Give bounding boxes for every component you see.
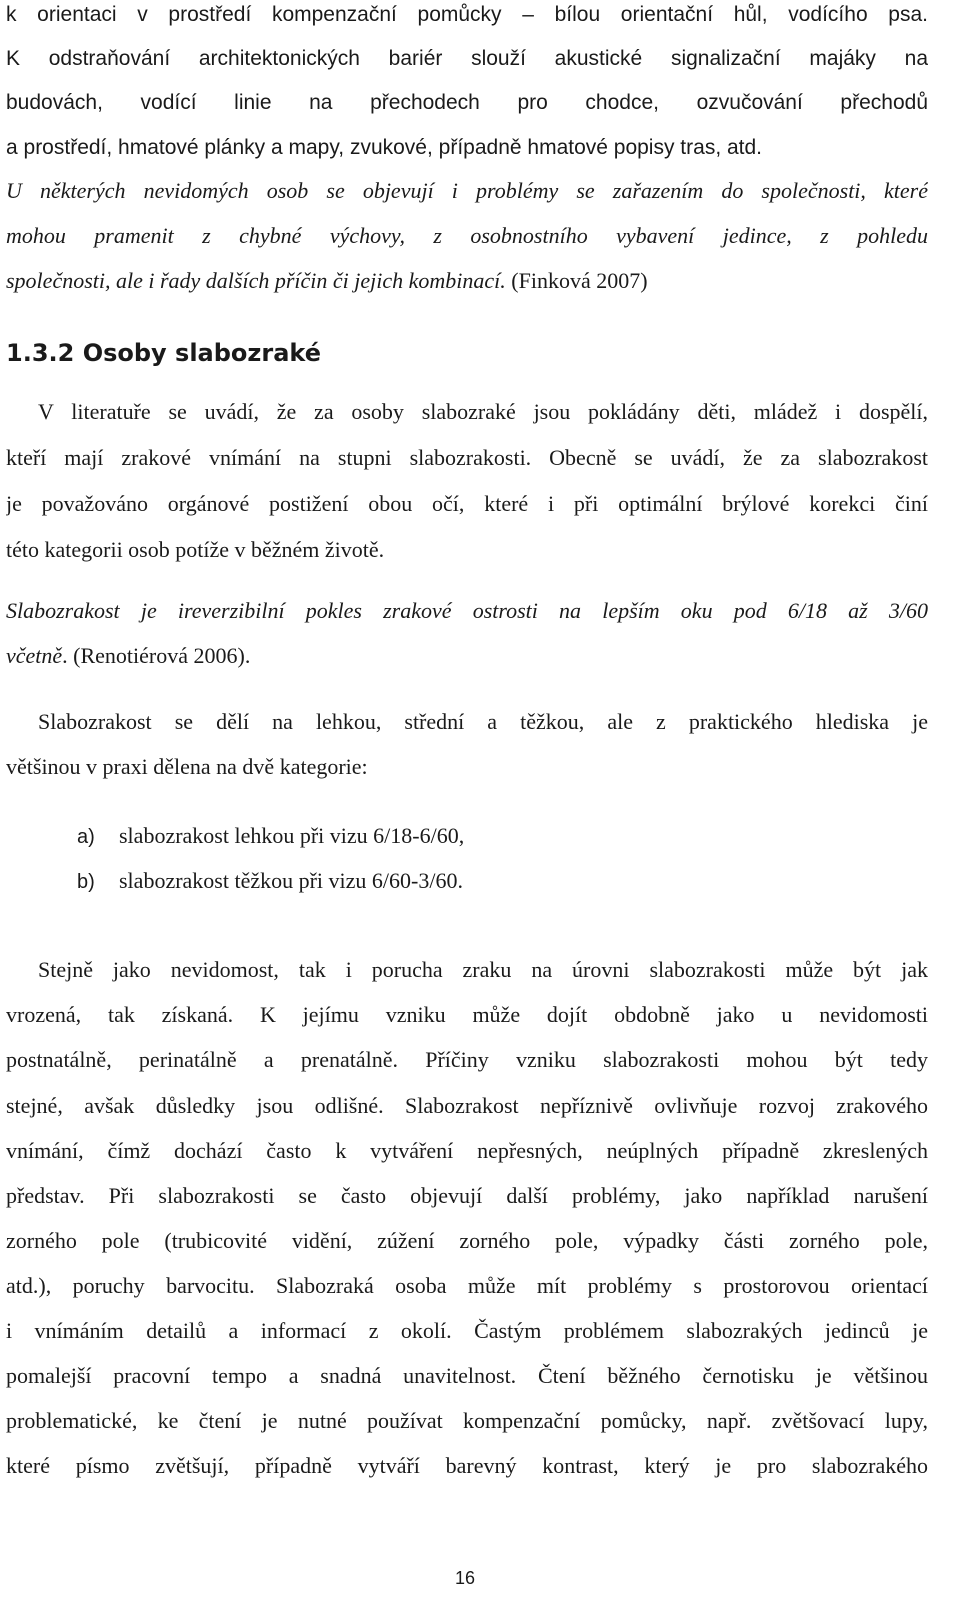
text-line: postnatálně, perinatálně a prenatálně. Příčiny vzniku slabozrakosti mohou být tedy: [6, 1047, 928, 1072]
list-text: slabozrakost těžkou při vizu 6/60-3/60.: [119, 868, 463, 893]
text-line: i vnímáním detailů a informací z okolí. Častým problémem slabozrakých jedinců je: [6, 1318, 928, 1343]
definition-text: včetně: [6, 643, 63, 668]
text-line: většinou v praxi dělena na dvě kategorie:: [6, 754, 368, 779]
text-line: a prostředí, hmatové plánky a mapy, zvukové, případně hmatové popisy tras, atd.: [6, 136, 763, 159]
text-line: které písmo zvětšují, případně vytváří barevný kontrast, který je pro slabozrakého: [6, 1453, 928, 1478]
text-line: této kategorii osob potíže v běžném životě.: [6, 537, 385, 562]
text-line: pomalejší pracovní tempo a snadná unavitelnost. Čtení běžného černotisku je většinou: [6, 1363, 928, 1388]
text-line: vrozená, tak získaná. K jejímu vzniku může dojít obdobně jako u nevidomosti: [6, 1002, 928, 1027]
list-marker: a): [77, 826, 95, 848]
quote-citation: (Finková 2007): [505, 268, 648, 293]
list-marker: b): [77, 871, 95, 893]
quote-text: společnosti, ale i řady dalších příčin či jejich kombinací.: [6, 268, 506, 293]
text-line: Stejně jako nevidomost, tak i porucha zraku na úrovni slabozrakosti může být jak: [38, 957, 928, 982]
text-line: vnímání, čímž dochází často k vytváření nepřesných, neúplných případně zkreslených: [6, 1138, 928, 1163]
quote-line: U některých nevidomých osob se objevují i problémy se zařazením do společnosti, které: [6, 178, 928, 203]
list-item: [77, 821, 464, 852]
text-line: problematické, ke čtení je nutné používat kompenzační pomůcky, např. zvětšovací lupy,: [6, 1408, 928, 1433]
text-line: je považováno orgánové postižení obou očí, které i při optimální brýlové korekci činí: [6, 491, 928, 516]
definition-line-last: [6, 641, 928, 671]
text-line: představ. Při slabozrakosti se často objevují další problémy, jako například narušení: [6, 1183, 928, 1208]
text-line: budovách, vodící linie na přechodech pro chodce, ozvučování přechodů: [6, 91, 928, 114]
definition-citation: . (Renotiérová 2006).: [62, 643, 251, 668]
quote-line-last: [6, 266, 928, 296]
quote-line: mohou pramenit z chybné výchovy, z osobnostního vybavení jedince, z pohledu: [6, 223, 928, 248]
text-line: kteří mají zrakové vnímání na stupni slabozrakosti. Obecně se uvádí, že za slabozrakost: [6, 445, 928, 470]
list-item: [77, 866, 463, 897]
text-line: atd.), poruchy barvocitu. Slabozraká osoba může mít problémy s prostorovou orientací: [6, 1273, 928, 1298]
section-heading: 1.3.2 Osoby slabozraké: [6, 339, 322, 367]
text-line: K odstraňování architektonických bariér slouží akustické signalizační majáky na: [6, 47, 928, 70]
text-line: Slabozrakost se dělí na lehkou, střední a těžkou, ale z praktického hlediska je: [38, 709, 928, 734]
text-line: V literatuře se uvádí, že za osoby slabozraké jsou pokládány děti, mládež i dospělí,: [38, 399, 928, 424]
text-line: stejné, avšak důsledky jsou odlišné. Slabozrakost nepříznivě ovlivňuje rozvoj zrakového: [6, 1093, 928, 1118]
page-number: 16: [454, 1568, 476, 1588]
definition-line: Slabozrakost je ireverzibilní pokles zrakové ostrosti na lepším oku pod 6/18 až 3/60: [6, 598, 928, 623]
list-text: slabozrakost lehkou při vizu 6/18-6/60,: [119, 823, 465, 848]
text-line: k orientaci v prostředí kompenzační pomůcky – bílou orientační hůl, vodícího psa.: [6, 3, 928, 26]
text-line: zorného pole (trubicovité vidění, zúžení zorného pole, výpadky části zorného pole,: [6, 1228, 928, 1253]
